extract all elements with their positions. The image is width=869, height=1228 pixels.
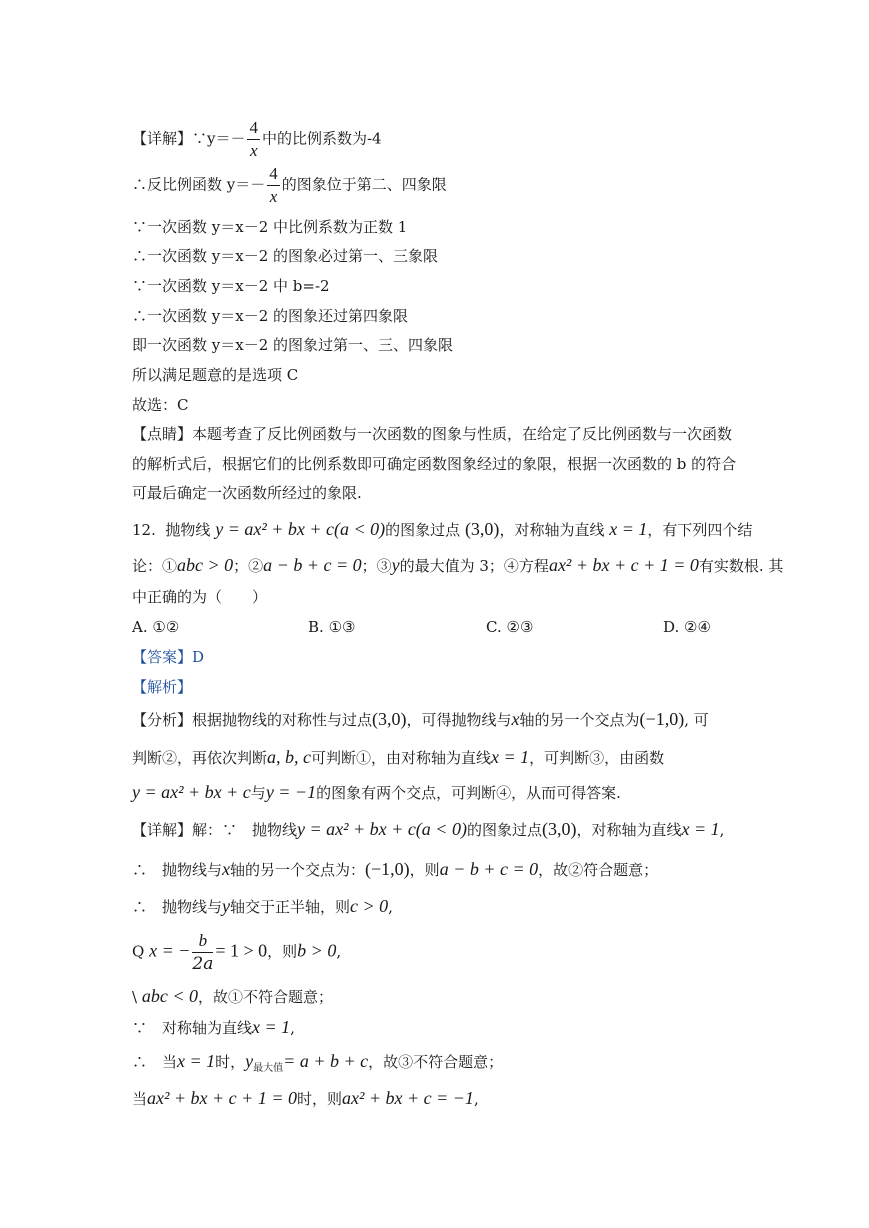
question-12-line-3: 中正确的为（ ） [132,588,268,606]
detail-line-1: 【详解】解：∵ 抛物线y = ax² + bx + c(a < 0)的图象过点(3,0)，对称轴为直线x = 1, [132,819,725,839]
fraction-b-over-2a: $\frac{b}{2a}$ [192,931,214,974]
solution-line-6: ∴一次函数 y＝x－2 的图象还过第四象限 [132,307,409,325]
question-number: 12. [132,521,156,539]
solution-line-3: ∵一次函数 y＝x－2 中比例系数为正数 1 [132,218,408,236]
text: 的图象位于第二、四象限 [281,175,447,194]
detail-line-8: 当ax² + bx + c + 1 = 0时，则ax² + bx + c = −1, [132,1088,479,1108]
solution-line-9: 故选：C [132,396,189,414]
comment-line-2: 的解析式后，根据它们的比例系数即可确定函数图象经过的象限，根据一次函数的 b 的符合 [132,455,737,473]
solution-line-7: 即一次函数 y＝x－2 的图象过第一、三、四象限 [132,336,454,354]
option-b: B. ①③ [308,618,356,636]
math-expr: ax² + bx + c + 1 = 0 [548,555,699,575]
detail-line-7: ∴ 当x = 1时，$y_{最大值}= a + b + c$，故③不符合题意； [132,1051,504,1074]
math-expr: a − b + c = 0 [263,555,362,575]
fraction-4-over-x: $\frac{4}{x}$ [269,164,278,206]
text: 【详解】∵y＝－ [132,129,246,148]
analysis-line-3: y = ax² + bx + c与y = −1的图象有两个交点，可判断④，从而可得答案. [132,782,621,802]
solution-line-1 [132,117,382,162]
solution-line-4: ∴一次函数 y＝x－2 的图象必过第一、三象限 [132,247,439,265]
solution-line-2 [132,163,447,208]
question-12-line-1: 12. 抛物线 y = ax² + bx + c(a < 0)的图象过点 (3,0)，对称轴为直线 x = 1，有下列四个结 [132,519,753,539]
analysis-label: 【解析】 [132,678,193,696]
math-expr: abc > 0 [177,555,234,575]
option-c: C. ②③ [486,618,534,636]
detail-line-4: Q x = − $\frac{b}{2a}$ = 1 > 0，则b > 0, [132,931,342,974]
detail-line-6: ∵ 对称轴为直线x = 1, [132,1017,295,1037]
math-expr: y [391,555,400,575]
detail-line-2: ∴ 抛物线与x轴的另一个交点为：(−1,0)，则a − b + c = 0，故②符合题意； [132,859,659,879]
comment-line-1: 【点睛】本题考查了反比例函数与一次函数的图象与性质，在给定了反比例函数与一次函数 [132,425,733,443]
analysis-line-1: 【分析】根据抛物线的对称性与过点(3,0)，可得抛物线与x轴的另一个交点为(−1,0), 可 [132,709,709,729]
question-12-line-2: 论：①abc > 0；②a − b + c = 0；③y的最大值为 3；④方程ax² + bx + c + 1 = 0有实数根. 其 [132,555,784,575]
option-d: D. ②④ [663,618,711,636]
analysis-line-2: 判断②，再依次判断a, b, c可判断①，由对称轴为直线x = 1，可判断③，由函数 [132,747,665,767]
math-expr: y = ax² + bx + c(a < 0) [215,519,386,539]
text: 中的比例系数为-4 [261,129,382,148]
text: ∴反比例函数 y＝－ [132,175,266,194]
answer-label: 【答案】D [132,648,205,666]
math-expr: (3,0) [464,519,500,539]
option-a: A. ①② [132,618,180,636]
fraction-4-over-x: $\frac{4}{x}$ [249,118,258,160]
detail-line-3: ∴ 抛物线与y轴交于正半轴，则c > 0, [132,896,393,916]
math-expr: x = 1 [609,519,648,539]
comment-line-3: 可最后确定一次函数所经过的象限. [132,484,362,502]
solution-line-5: ∵一次函数 y＝x－2 中 b=-2 [132,277,330,295]
detail-line-5: \ abc < 0，故①不符合题意； [132,986,333,1006]
solution-line-8: 所以满足题意的是选项 C [132,366,299,384]
